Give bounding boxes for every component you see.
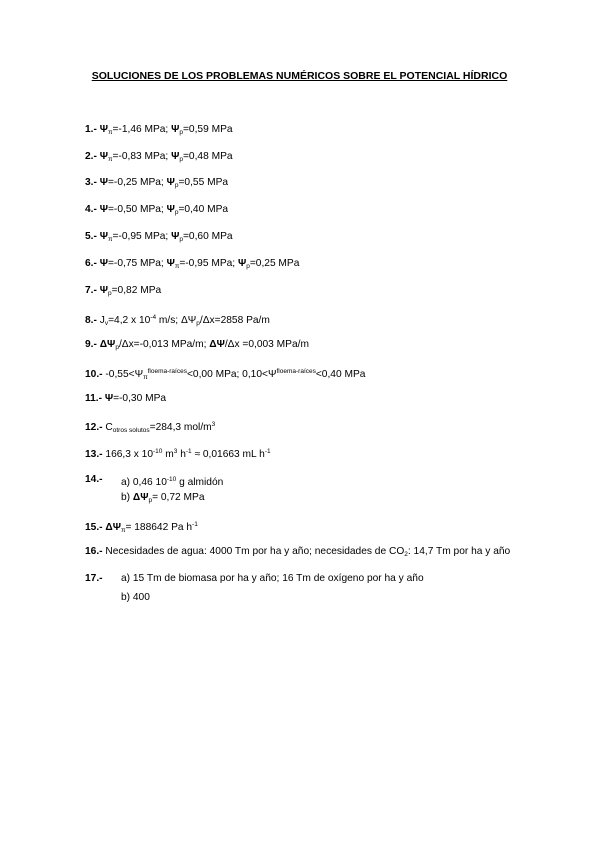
solution-5: [85, 231, 233, 246]
solution-text: $C_{otros solutos}=284,3$ mol/$m^3$: [105, 421, 216, 434]
solution-16: [85, 546, 510, 561]
solution-text: Necesidades de agua: 4000 Tm por ha y año; necesidades de $CO_2$: 14,7 Tm por ha y año: [105, 546, 511, 558]
solution-1: [85, 124, 233, 139]
item-number: 16.-: [85, 546, 103, 557]
solution-text: Ψ=-0,50 MPa; $\Psi_p=0,40$ MPa: [99, 204, 229, 216]
item-number: 1.-: [85, 124, 97, 135]
solution-13: [85, 446, 271, 461]
solution-text: $\Psi_\pi=-1,46$ MPa; $\Psi_p=0,59$ MPa: [99, 124, 233, 136]
solution-text: $\Psi_\pi=-0,95$ MPa; $\Psi_p=0,60$ MPa: [99, 231, 233, 243]
item-number: 12.-: [85, 422, 103, 433]
solution-text: $J_v=4,2$ x $10^{-4}$ m/s; $\Delta\Psi_p/\Delta x=2858$ Pa/m: [99, 314, 270, 327]
solution-4: [85, 204, 228, 219]
solution-8: [85, 312, 270, 330]
item-number: 3.-: [85, 177, 97, 188]
solution-17a: a) 15 Tm de biomasa por ha y año; 16 Tm de oxígeno por ha y año: [121, 573, 424, 584]
solution-15: [85, 519, 198, 537]
document-title: SOLUCIONES DE LOS PROBLEMAS NUMÉRICOS SOBRE EL POTENCIAL HÍDRICO: [91, 70, 508, 82]
solution-text: Ψ=-0,75 MPa; $\Psi_\pi=-0,95$ MPa; $\Psi_p=0,25$ MPa: [99, 258, 300, 270]
item-number: 6.-: [85, 258, 97, 269]
item-number: 9.-: [85, 339, 97, 350]
solution-7: [85, 285, 161, 300]
solution-text: $\Psi_p=0,82$ MPa: [99, 285, 162, 297]
solution-11: [85, 393, 166, 405]
solution-9: [85, 339, 309, 354]
item-number: 2.-: [85, 151, 97, 162]
solution-14b: b) $\Delta\Psi_p= 0,72$ MPa: [121, 492, 205, 504]
solution-6: [85, 258, 299, 273]
solution-2: [85, 151, 233, 166]
item-number: 5.-: [85, 231, 97, 242]
solution-text: $\Psi_\pi=-0,83$ MPa; $\Psi_p=0,48$ MPa: [99, 151, 233, 163]
solution-text: $-0,55<\Psi_\pi^{floema-raíces}<0,00$ MPa; $0,10<\Psi^{floema-raíces}<0,40$ MPa: [105, 368, 366, 381]
item-number: 13.-: [85, 449, 103, 460]
solution-text: 166,3 x $10^{-10}$ $m^3$ $h^{-1} \approx 0,01663$ mL $h^{-1}$: [105, 448, 271, 460]
item-number: 11.-: [85, 393, 102, 404]
solution-14-number: 14.-: [85, 474, 103, 485]
solution-text: $\Delta\Psi_\pi= 188642$ Pa $h^{-1}$: [105, 521, 198, 534]
item-number: 7.-: [85, 285, 97, 296]
item-number: 10.-: [85, 369, 103, 380]
solution-text: Ψ=-0,25 MPa; $\Psi_p=0,55$ MPa: [99, 177, 229, 189]
item-number: 4.-: [85, 204, 97, 215]
solution-14a: a) 0,46 $10^{-10}$ g almidón: [121, 476, 224, 488]
solution-3: [85, 177, 228, 192]
solution-17-number: 17.-: [85, 573, 103, 584]
item-number: 8.-: [85, 315, 97, 326]
solution-12: [85, 419, 215, 437]
solution-10: [85, 366, 365, 384]
solution-17b: b) 400: [121, 592, 150, 603]
item-number: 15.-: [85, 522, 103, 533]
solution-text: $\Delta\Psi_p/\Delta x=-0,013$ MPa/m; ΔΨ/Δx =0,003 MPa/m: [99, 339, 309, 351]
solution-text: Ψ=-0,30 MPa: [104, 393, 167, 404]
